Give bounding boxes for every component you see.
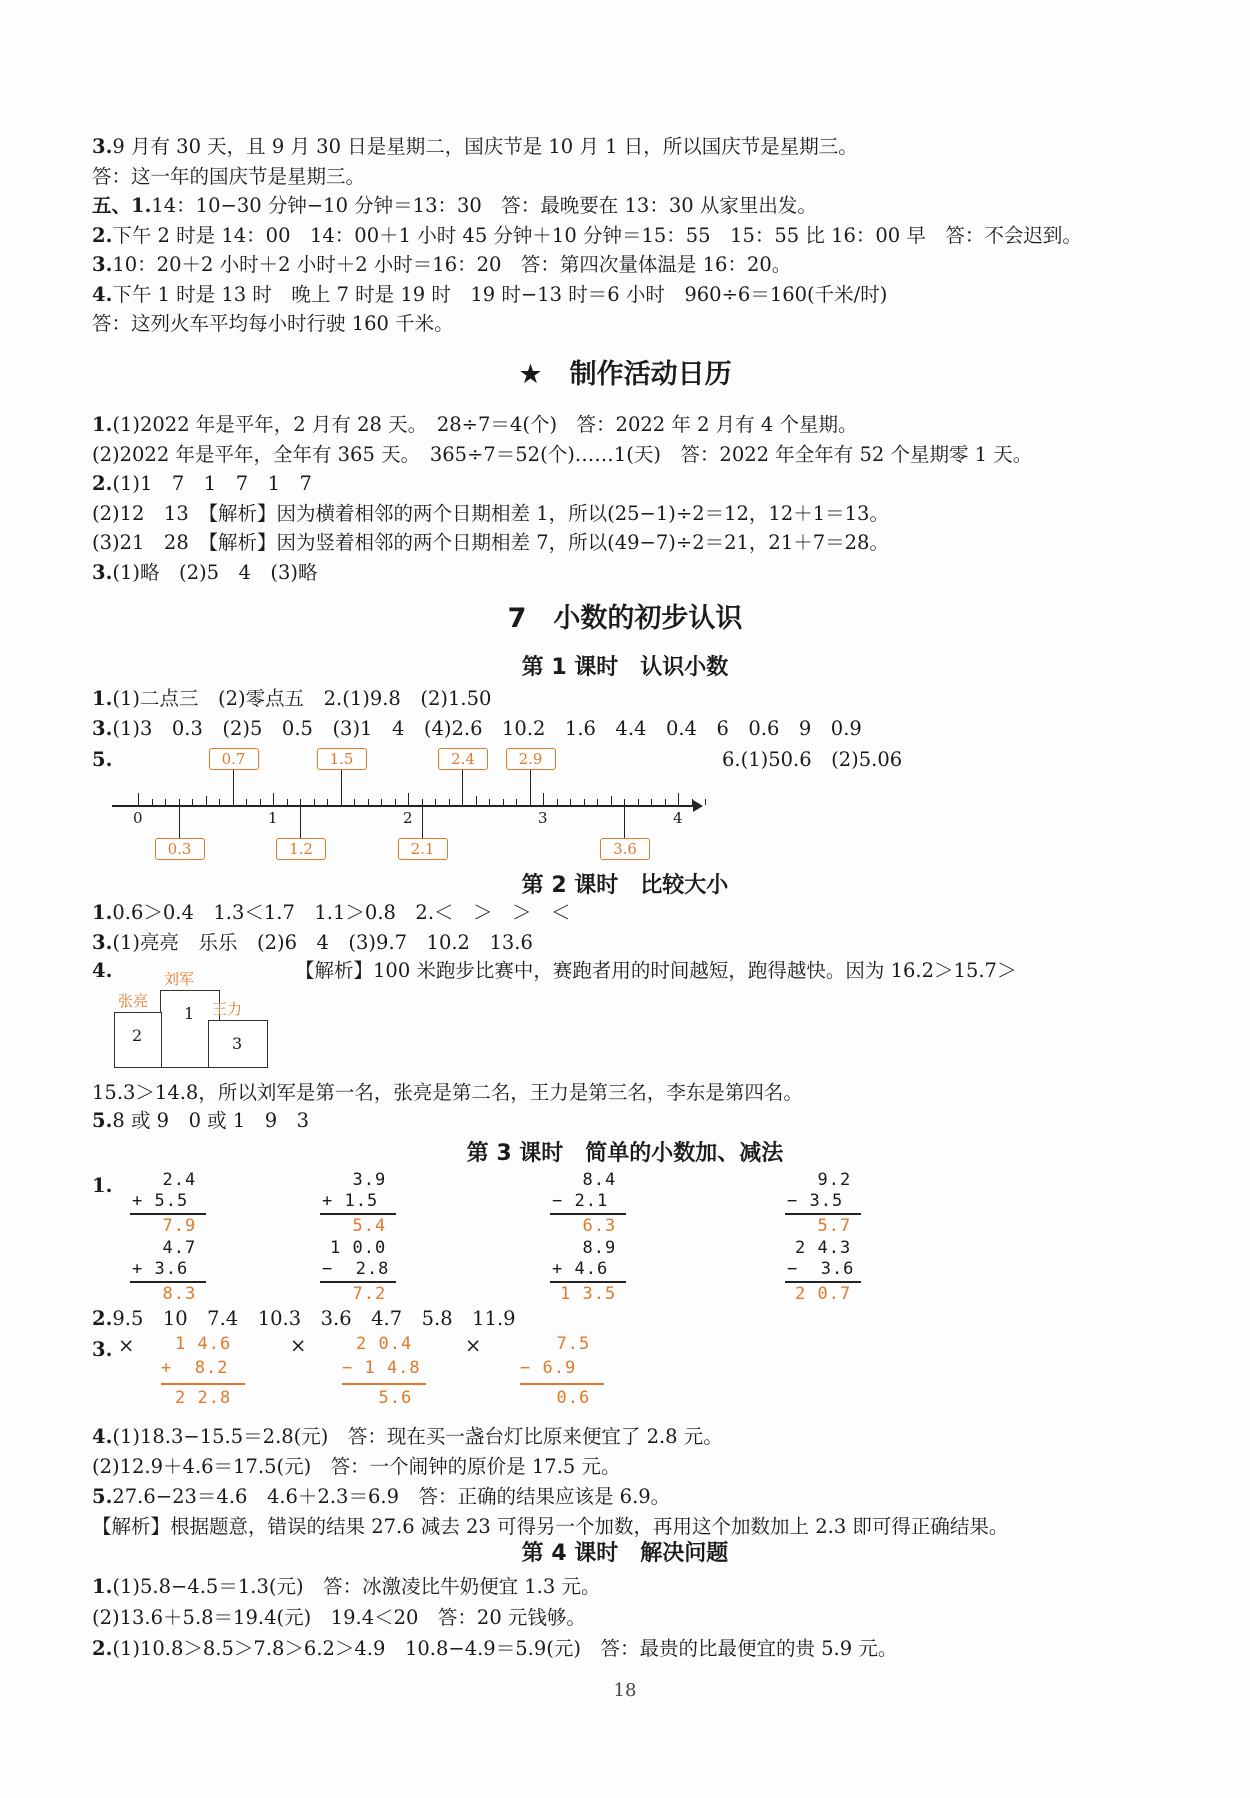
page-number: 18 — [613, 1680, 637, 1701]
answer-line — [92, 1108, 309, 1134]
answer-line — [92, 501, 889, 527]
top-answer-box: 0.7 — [209, 748, 259, 770]
tick-mark — [192, 799, 193, 805]
tick-mark — [408, 793, 409, 805]
answer-line — [92, 1605, 586, 1631]
vertical-result: 5.4 — [330, 1216, 387, 1236]
bottom-answer-box: 0.3 — [155, 838, 205, 860]
pointer-line — [422, 807, 423, 838]
item-number: 2. — [92, 223, 113, 247]
tick-mark — [503, 799, 504, 805]
podium-name: 张亮 — [118, 992, 149, 1010]
bottom-answer-box: 2.1 — [398, 838, 448, 860]
vertical-operand: + 4.6 — [552, 1259, 609, 1279]
correction-operand: − 6.9 — [520, 1358, 577, 1378]
item-number: 5. — [92, 1109, 113, 1132]
item-text: 0.6＞0.4 1.3＜1.7 1.1＞0.8 2.＜ ＞ ＞ ＜ — [112, 901, 571, 924]
lesson1-title: 第 1 课时 认识小数 — [521, 655, 729, 680]
item-text: (1)亮亮 乐乐 (2)6 4 (3)9.7 10.2 13.6 — [112, 931, 533, 954]
answer-line — [92, 1173, 112, 1199]
pointer-line — [624, 807, 625, 838]
answer-line — [92, 412, 857, 438]
wrong-mark: × — [118, 1334, 135, 1357]
tick-mark — [354, 799, 355, 805]
item-number: 1. — [92, 1575, 113, 1598]
tick-mark — [273, 793, 274, 805]
item-number: 1. — [92, 413, 113, 436]
correction-rule — [342, 1383, 426, 1385]
item-text: 答：这列火车平均每小时行驶 160 千米。 — [92, 312, 454, 335]
item-number: 2. — [92, 1637, 113, 1660]
answer-line — [92, 930, 533, 956]
answer-line — [92, 282, 887, 308]
tick-label: 4 — [673, 809, 683, 827]
tick-mark — [219, 799, 220, 805]
vertical-operand: 2 4.3 — [795, 1238, 852, 1258]
item-number: 5. — [92, 1485, 113, 1508]
tick-mark — [516, 799, 517, 805]
vertical-result: 7.9 — [140, 1216, 197, 1236]
answer-line — [92, 223, 1082, 249]
lesson3-title: 第 3 课时 简单的小数加、减法 — [466, 1141, 784, 1166]
vertical-operand: − 2.1 — [552, 1191, 609, 1211]
number-line-axis — [112, 805, 697, 807]
tick-mark — [260, 799, 261, 805]
tick-mark — [705, 799, 706, 805]
vertical-operand: − 2.8 — [322, 1259, 390, 1279]
vertical-result: 6.3 — [560, 1216, 617, 1236]
item-text: 15.3＞14.8，所以刘军是第一名，张亮是第二名，王力是第三名，李东是第四名。 — [92, 1081, 803, 1104]
lesson4-title: 第 4 课时 解决问题 — [521, 1541, 729, 1566]
item-number: 3. — [92, 931, 113, 954]
correction-rule — [520, 1383, 604, 1385]
tick-mark — [570, 799, 571, 805]
tick-label: 3 — [538, 809, 548, 827]
chapter-title: 7 小数的初步认识 — [507, 603, 743, 634]
answer-line — [92, 1484, 670, 1510]
answer-line — [92, 900, 571, 926]
answer-line — [92, 1574, 600, 1600]
answer-line — [92, 442, 1032, 468]
bottom-answer-box: 1.2 — [276, 838, 326, 860]
correction-operand: 2 0.4 — [356, 1334, 413, 1354]
answer-line — [92, 530, 889, 556]
item-text: (2)13.6＋5.8＝19.4(元) 19.4＜20 答：20 元钱够。 — [92, 1606, 586, 1629]
tick-mark — [651, 799, 652, 805]
tick-mark — [152, 799, 153, 805]
item-text: 下午 1 时是 13 时 晚上 7 时是 19 时 19 时−13 时＝6 小时 960÷6＝160(千米/时) — [112, 282, 888, 306]
item-text: (2)12 13 【解析】因为横着相邻的两个日期相差 1，所以(25−1)÷2＝12，12＋1＝13。 — [92, 501, 889, 525]
item-number: 3. — [92, 253, 113, 276]
tick-mark — [300, 799, 301, 805]
tick-mark — [624, 799, 625, 805]
tick-mark — [489, 799, 490, 805]
item-text: 8 或 9 0 或 1 9 3 — [112, 1109, 310, 1132]
tick-mark — [476, 796, 477, 805]
answer-line — [92, 1424, 723, 1450]
podium-rank: 3 — [232, 1034, 243, 1053]
item-text: (2)12.9＋4.6＝17.5(元) 答：一个闹钟的原价是 17.5 元。 — [92, 1455, 621, 1478]
correction-operand: 1 4.6 — [175, 1334, 232, 1354]
vertical-operand: 9.2 — [795, 1170, 852, 1190]
answer-line — [92, 560, 318, 586]
podium-name: 王力 — [212, 1000, 243, 1018]
item-number: 4. — [92, 1425, 113, 1448]
vertical-result: 1 3.5 — [560, 1284, 617, 1304]
vertical-result: 8.3 — [140, 1284, 197, 1304]
item-text: (1)10.8＞8.5＞7.8＞6.2＞4.9 10.8−4.9＝5.9(元) 答：最贵的比最便宜的贵 5.9 元。 — [112, 1637, 898, 1660]
tick-mark — [638, 799, 639, 805]
tick-mark — [611, 796, 612, 805]
correction-operand: 7.5 — [534, 1334, 591, 1354]
podium-name: 刘军 — [164, 970, 195, 988]
vertical-result: 7.2 — [330, 1284, 387, 1304]
item-text: (1)5.8−4.5＝1.3(元) 答：冰激凌比牛奶便宜 1.3 元。 — [112, 1575, 601, 1598]
vertical-operand: + 1.5 — [322, 1191, 379, 1211]
answer-line — [92, 1306, 516, 1332]
tick-mark — [206, 796, 207, 805]
answer-line — [92, 716, 862, 742]
item-number: 五、1. — [92, 194, 152, 217]
vertical-operand: − 3.5 — [787, 1191, 844, 1211]
answer-line — [92, 1636, 897, 1662]
item-text: (1)2022 年是平年，2 月有 28 天。 28÷7＝4(个) 答：2022 年 2 月有 4 个星期。 — [112, 413, 858, 436]
answer-line — [92, 164, 365, 190]
vertical-operand: 8.4 — [560, 1170, 617, 1190]
pointer-line — [341, 770, 342, 803]
item-number: 5. — [92, 748, 113, 771]
answer-line — [92, 1337, 112, 1363]
pointer-line — [300, 807, 301, 838]
item-text: 【解析】根据题意，错误的结果 27.6 减去 23 可得另一个加数，再用这个加数加上 2.3 即可得正确结果。 — [92, 1515, 1009, 1538]
wrong-mark: × — [290, 1334, 307, 1357]
vertical-result: 5.7 — [795, 1216, 852, 1236]
tick-mark — [665, 799, 666, 805]
vertical-operand: + 5.5 — [132, 1191, 189, 1211]
tick-label: 2 — [403, 809, 413, 827]
tick-mark — [179, 799, 180, 805]
tick-mark — [692, 799, 693, 805]
answer-line — [92, 958, 112, 984]
correction-operand: − 1 4.8 — [342, 1358, 421, 1378]
item-text: (1)略 (2)5 4 (3)略 — [112, 560, 318, 584]
tick-mark — [435, 799, 436, 805]
item-text: (1)18.3−15.5＝2.8(元) 答：现在买一盏台灯比原来便宜了 2.8 元。 — [112, 1425, 723, 1448]
item-text: 14：10−30 分钟−10 分钟＝13：30 答：最晚要在 13：30 从家里出发。 — [151, 194, 817, 217]
item-text: (1)二点三 (2)零点五 2.(1)9.8 (2)1.50 — [112, 687, 492, 710]
top-answer-box: 2.9 — [506, 748, 556, 770]
tick-mark — [422, 799, 423, 805]
tick-mark — [678, 793, 679, 805]
item-text: (1)3 0.3 (2)5 0.5 (3)1 4 (4)2.6 10.2 1.6 4.4 0.4 6 0.6 9 0.9 — [112, 717, 862, 740]
number-line-arrow — [693, 800, 703, 812]
question6: 6.(1)50.6 (2)5.06 — [722, 748, 903, 771]
item-text: (3)21 28 【解析】因为竖着相邻的两个日期相差 7，所以(49−7)÷2＝21，21＋7＝28。 — [92, 531, 889, 554]
vertical-operand: + 3.6 — [132, 1259, 189, 1279]
item-number: 1. — [92, 901, 113, 924]
answer-line — [92, 471, 312, 497]
vertical-operand: − 3.6 — [787, 1259, 855, 1279]
correction-operand: + 8.2 — [161, 1358, 229, 1378]
item-number: 3. — [92, 135, 113, 158]
answer-line — [92, 747, 112, 773]
answer-line — [92, 1454, 621, 1480]
tick-mark — [449, 799, 450, 805]
tick-mark — [287, 799, 288, 805]
item-text: 下午 2 时是 14：00 14：00＋1 小时 45 分钟＋10 分钟＝15：55 15：55 比 16：00 早 答：不会迟到。 — [112, 223, 1082, 247]
pointer-line — [233, 770, 234, 803]
top-answer-box: 2.4 — [438, 748, 488, 770]
item-text: 9 月有 30 天，且 9 月 30 日是星期二，国庆节是 10 月 1 日，所以国庆节是星期三。 — [112, 135, 858, 158]
podium-rank: 1 — [184, 1004, 195, 1023]
tick-mark — [557, 799, 558, 805]
pointer-line — [179, 807, 180, 838]
tick-mark — [368, 799, 369, 805]
item-text: 10：20＋2 小时＋2 小时＋2 小时＝16：20 答：第四次量体温是 16：20。 — [112, 253, 792, 276]
tick-mark — [584, 799, 585, 805]
bottom-answer-box: 3.6 — [600, 838, 650, 860]
answer-line — [92, 311, 454, 337]
vertical-operand: 1 0.0 — [330, 1238, 387, 1258]
tick-label: 1 — [268, 809, 278, 827]
top-answer-box: 1.5 — [317, 748, 367, 770]
correction-result: 2 2.8 — [175, 1388, 232, 1408]
tick-mark — [327, 799, 328, 805]
item-number: 1. — [92, 1174, 113, 1197]
item-text: (2)2022 年是平年，全年有 365 天。 365÷7＝52(个)……1(天) 答：2022 年全年有 52 个星期零 1 天。 — [92, 442, 1033, 466]
pointer-line — [530, 770, 531, 803]
q4-analysis: 【解析】100 米跑步比赛中，赛跑者用的时间越短，跑得越快。因为 16.2＞15.7＞ — [295, 959, 1017, 982]
answer-line — [92, 1080, 803, 1106]
answer-line — [92, 686, 491, 712]
podium-rank: 2 — [132, 1026, 143, 1045]
correction-rule — [161, 1383, 245, 1385]
item-number: 4. — [92, 282, 113, 306]
tick-mark — [597, 799, 598, 805]
answer-line — [92, 252, 791, 278]
item-text: 9.5 10 7.4 10.3 3.6 4.7 5.8 11.9 — [112, 1307, 516, 1330]
vertical-operand: 8.9 — [560, 1238, 617, 1258]
tick-label: 0 — [133, 809, 143, 827]
item-number: 3. — [92, 1338, 113, 1361]
pointer-line — [462, 770, 463, 803]
item-number: 2. — [92, 1307, 113, 1330]
tick-mark — [314, 799, 315, 805]
vertical-operand: 2.4 — [140, 1170, 197, 1190]
correction-result: 0.6 — [534, 1388, 591, 1408]
tick-mark — [138, 793, 139, 805]
tick-mark — [381, 799, 382, 805]
vertical-operand: 4.7 — [140, 1238, 197, 1258]
item-number: 2. — [92, 472, 113, 495]
item-text: 答：这一年的国庆节是星期三。 — [92, 164, 366, 188]
item-number: 1. — [92, 687, 113, 710]
tick-mark — [165, 799, 166, 805]
item-text: 27.6−23＝4.6 4.6＋2.3＝6.9 答：正确的结果应该是 6.9。 — [112, 1485, 671, 1508]
lesson2-title: 第 2 课时 比较大小 — [521, 873, 729, 898]
item-number: 3. — [92, 717, 113, 740]
vertical-operand: 3.9 — [330, 1170, 387, 1190]
answer-line — [92, 193, 817, 219]
tick-mark — [395, 799, 396, 805]
tick-mark — [543, 793, 544, 805]
item-text: (1)1 7 1 7 1 7 — [112, 472, 312, 495]
correction-result: 5.6 — [356, 1388, 413, 1408]
section-title-calendar: ★ 制作活动日历 — [518, 359, 732, 390]
tick-mark — [246, 799, 247, 805]
answer-line — [92, 1514, 1008, 1540]
item-number: 4. — [92, 959, 113, 982]
answer-line — [92, 134, 858, 160]
vertical-result: 2 0.7 — [795, 1284, 852, 1304]
item-number: 3. — [92, 560, 113, 584]
wrong-mark: × — [465, 1334, 482, 1357]
